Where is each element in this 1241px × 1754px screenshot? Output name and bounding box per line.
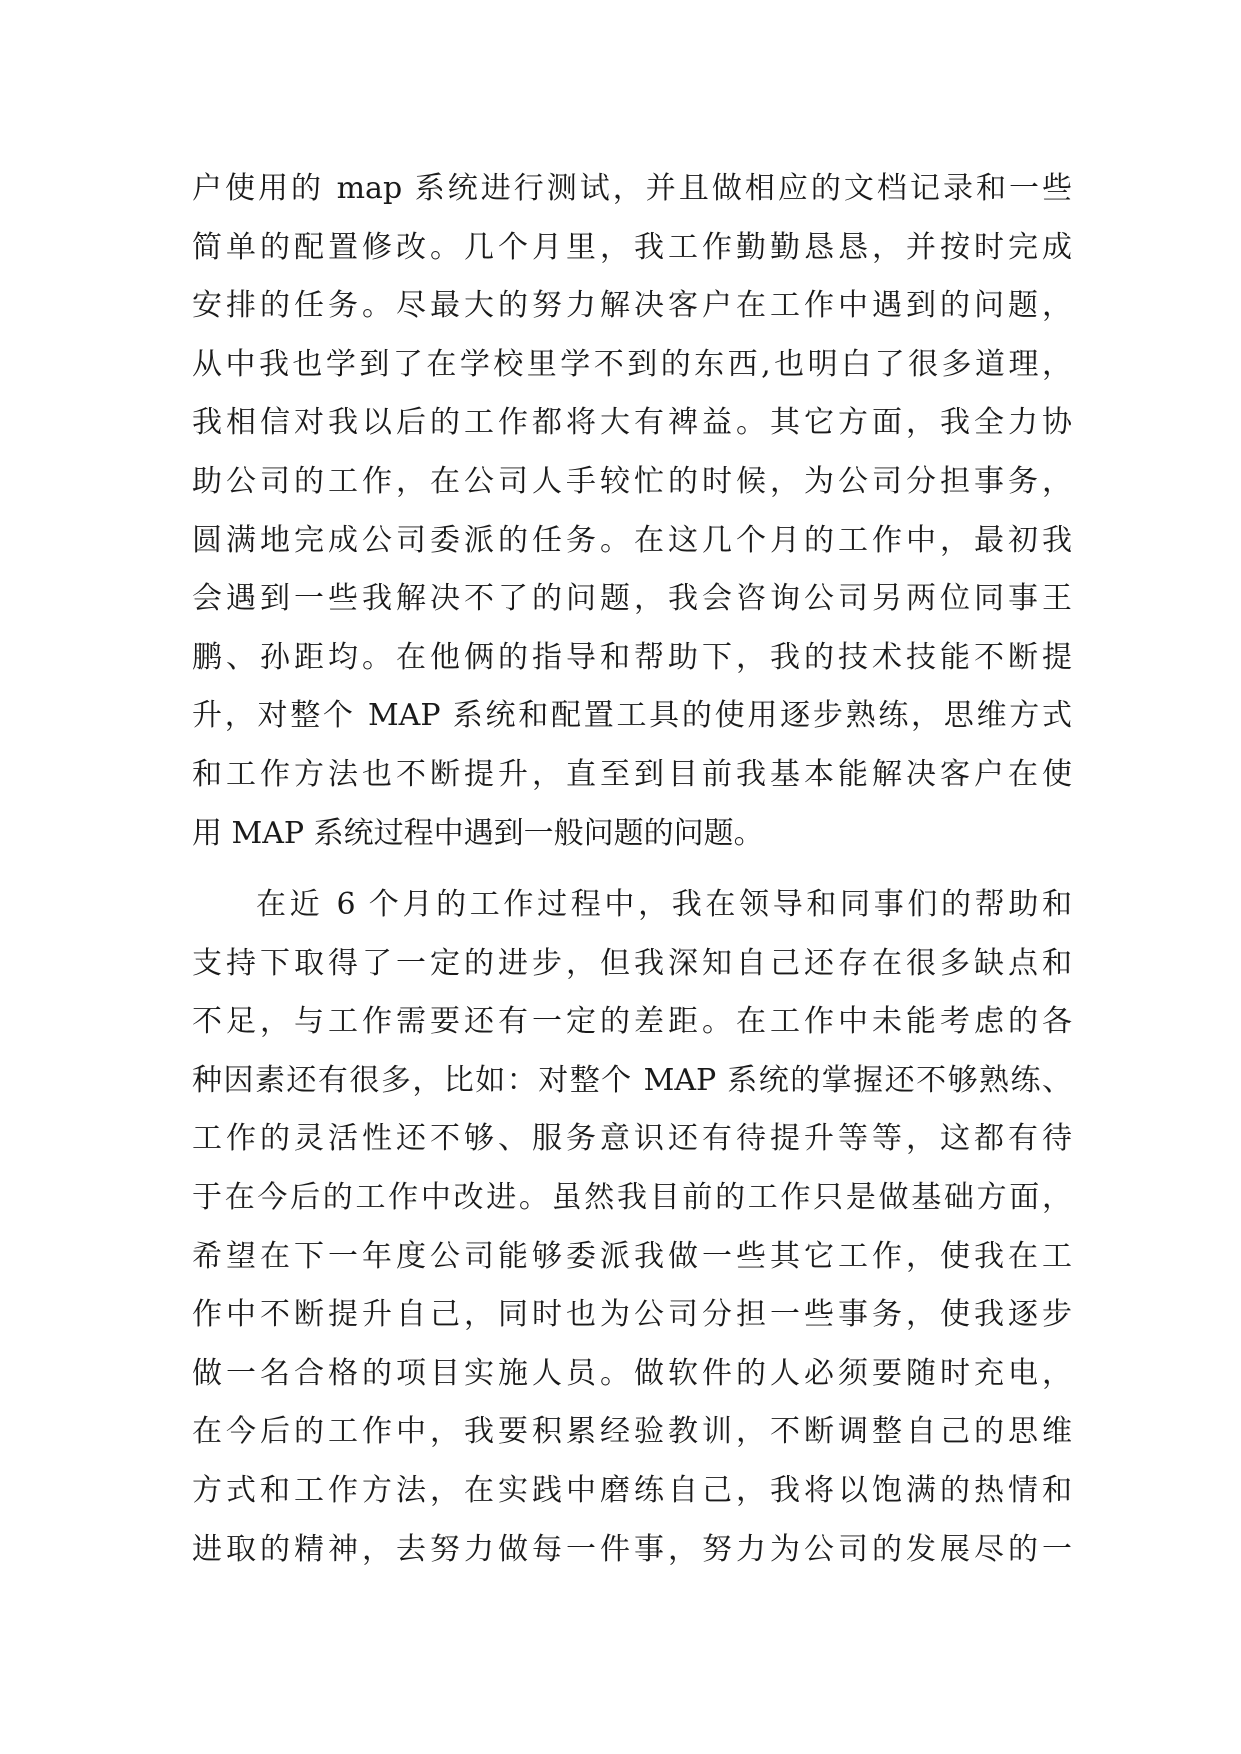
text-line: 工作的灵活性还不够、服务意识还有待提升等等，这都有待 [192,1121,1072,1157]
text-line: 和工作方法也不断提升，直至到目前我基本能解决客户在使 [192,756,1072,792]
text-line: 方式和工作方法，在实践中磨练自己，我将以饱满的热情和 [192,1472,1072,1508]
text-line: 安排的任务。尽最大的努力解决客户在工作中遇到的问题， [192,288,1072,324]
text-line: 作中不断提升自己，同时也为公司分担一些事务，使我逐步 [192,1297,1072,1333]
text-line: 在近 6 个月的工作过程中，我在领导和同事们的帮助和 [256,887,1072,922]
text-line: 户使用的 map 系统进行测试，并且做相应的文档记录和一些 [192,171,1072,206]
text-line: 用 MAP 系统过程中遇到一般问题的问题。 [192,815,764,851]
paragraph-1 [192,160,1072,863]
text-line: 从中我也学到了在学校里学不到的东西,也明白了很多道理， [192,346,1072,382]
text-line: 不足，与工作需要还有一定的差距。在工作中未能考虑的各 [192,1004,1072,1040]
text-line: 于在今后的工作中改进。虽然我目前的工作只是做基础方面， [192,1179,1072,1215]
text-line: 升，对整个 MAP 系统和配置工具的使用逐步熟练，思维方式 [192,698,1072,734]
text-line: 做一名合格的项目实施人员。做软件的人必须要随时充电， [192,1355,1072,1391]
text-line: 我相信对我以后的工作都将大有裨益。其它方面，我全力协 [192,405,1072,441]
text-line: 种因素还有很多，比如：对整个 MAP 系统的掌握还不够熟练、 [192,1062,1072,1098]
text-line: 圆满地完成公司委派的任务。在这几个月的工作中，最初我 [192,522,1072,558]
text-line: 希望在下一年度公司能够委派我做一些其它工作，使我在工 [192,1238,1072,1274]
text-line: 助公司的工作，在公司人手较忙的时候，为公司分担事务， [192,463,1072,499]
text-line: 支持下取得了一定的进步，但我深知自己还存在很多缺点和 [192,945,1072,981]
text-line: 鹏、孙距均。在他俩的指导和帮助下，我的技术技能不断提 [192,639,1072,675]
text-line: 在今后的工作中，我要积累经验教训，不断调整自己的思维 [192,1414,1072,1450]
text-line: 进取的精神，去努力做每一件事，努力为公司的发展尽的一 [192,1531,1072,1567]
paragraph-2 [192,876,1072,1579]
text-line: 会遇到一些我解决不了的问题，我会咨询公司另两位同事王 [192,581,1072,617]
text-line: 简单的配置修改。几个月里，我工作勤勤恳恳，并按时完成 [192,229,1072,265]
